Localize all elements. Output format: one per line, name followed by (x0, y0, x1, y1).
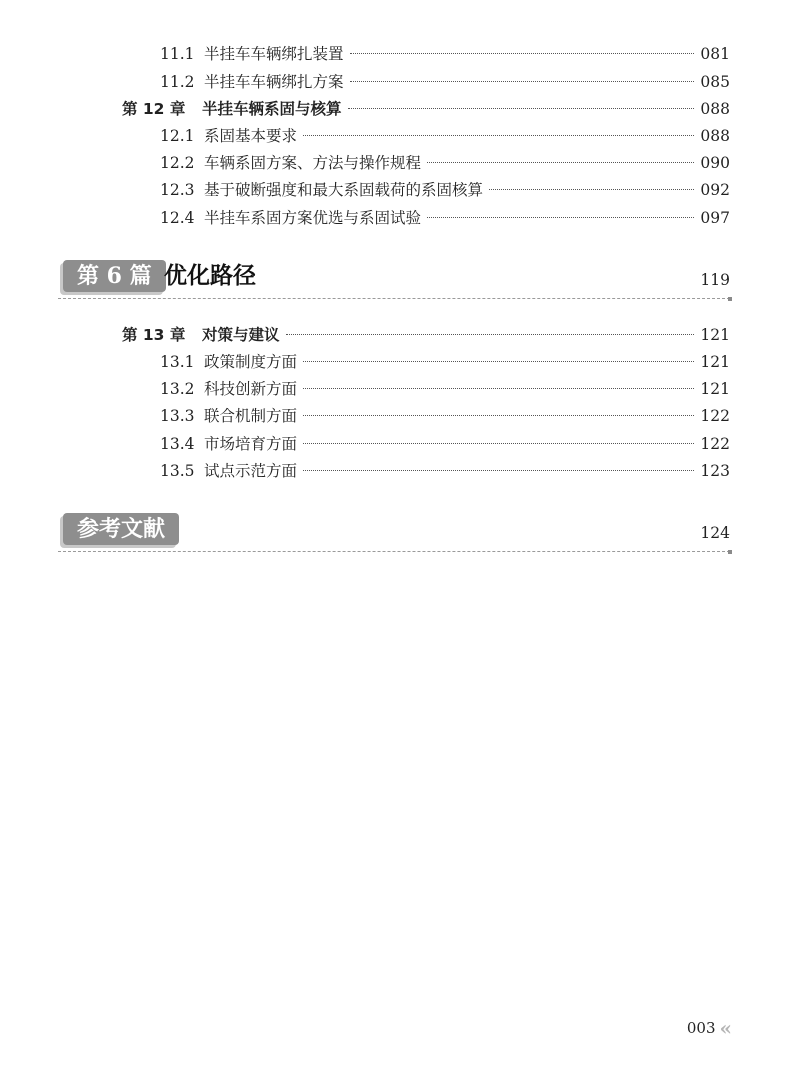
dot-leader (303, 361, 694, 362)
dot-leader (286, 334, 695, 335)
toc-entry[interactable] (160, 352, 730, 372)
toc-entry[interactable] (160, 461, 730, 481)
section-number: 12.4 (160, 209, 195, 227)
section-number: 12.2 (160, 154, 195, 172)
toc-chapter-entry[interactable] (122, 325, 730, 345)
section-number: 11.2 (160, 73, 195, 91)
section-title: 联合机制方面 (204, 407, 298, 425)
dot-leader (303, 135, 694, 136)
section-title: 半挂车车辆绑扎装置 (204, 45, 344, 63)
section-title: 系固基本要求 (204, 127, 298, 145)
toc-entry[interactable] (160, 126, 730, 146)
page-number: 088 (700, 100, 730, 118)
toc-entry[interactable] (160, 379, 730, 399)
page-number: 092 (700, 181, 730, 199)
section-number: 12.1 (160, 127, 195, 145)
toc-entry[interactable] (160, 153, 730, 173)
toc-entry[interactable] (160, 44, 730, 64)
section-number: 13.3 (160, 407, 195, 425)
page-number: 081 (700, 45, 730, 63)
chapter-number: 第 13 章 (122, 326, 186, 344)
double-chevron-left-icon: « (719, 1016, 732, 1040)
chapter-number: 第 12 章 (122, 100, 186, 118)
dot-leader (303, 388, 694, 389)
dot-leader (427, 217, 694, 218)
section-number: 13.1 (160, 353, 195, 371)
page-number: 121 (700, 353, 730, 371)
page-number: 097 (700, 209, 730, 227)
dot-leader (350, 81, 695, 82)
part-page-number: 119 (700, 271, 730, 289)
page-number: 090 (700, 154, 730, 172)
page-number: 088 (700, 127, 730, 145)
toc-chapter-entry[interactable] (122, 99, 730, 119)
references-page-number: 124 (700, 524, 730, 542)
dot-leader (348, 108, 695, 109)
part-title: 优化路径 (164, 263, 256, 289)
section-number: 13.4 (160, 435, 195, 453)
toc-entry[interactable] (160, 208, 730, 228)
dot-leader (350, 53, 695, 54)
section-title: 政策制度方面 (204, 353, 298, 371)
dot-leader (303, 415, 694, 416)
page-number: 123 (700, 462, 730, 480)
divider-end-mark (728, 297, 732, 301)
section-title: 半挂车车辆绑扎方案 (204, 73, 344, 91)
references-header[interactable] (58, 511, 730, 552)
folio-number: 003 (686, 1019, 716, 1037)
section-title: 车辆系固方案、方法与操作规程 (204, 154, 422, 172)
toc-entry[interactable] (160, 434, 730, 454)
part-badge: 第 6 篇 (63, 260, 166, 292)
toc-entry[interactable] (160, 72, 730, 92)
references-badge: 参考文献 (63, 513, 179, 545)
dot-leader (303, 470, 694, 471)
toc-entry[interactable] (160, 406, 730, 426)
page-footer (687, 1018, 732, 1038)
part-header[interactable] (58, 258, 730, 299)
chapter-title: 半挂车辆系固与核算 (202, 100, 342, 118)
section-title: 试点示范方面 (204, 462, 298, 480)
page-number: 122 (700, 435, 730, 453)
section-number: 11.1 (160, 45, 195, 63)
section-title: 科技创新方面 (204, 380, 298, 398)
page-number: 122 (700, 407, 730, 425)
page-number: 121 (700, 326, 730, 344)
dot-leader (303, 443, 694, 444)
divider-end-mark (728, 550, 732, 554)
page-number: 085 (700, 73, 730, 91)
section-number: 12.3 (160, 181, 195, 199)
dot-leader (489, 189, 694, 190)
section-title: 基于破断强度和最大系固载荷的系固核算 (204, 181, 484, 199)
section-title: 市场培育方面 (204, 435, 298, 453)
page-number: 121 (700, 380, 730, 398)
section-number: 13.2 (160, 380, 195, 398)
section-title: 半挂车系固方案优选与系固试验 (204, 209, 422, 227)
toc-entry[interactable] (160, 180, 730, 200)
dot-leader (427, 162, 694, 163)
chapter-title: 对策与建议 (202, 326, 280, 344)
section-number: 13.5 (160, 462, 195, 480)
